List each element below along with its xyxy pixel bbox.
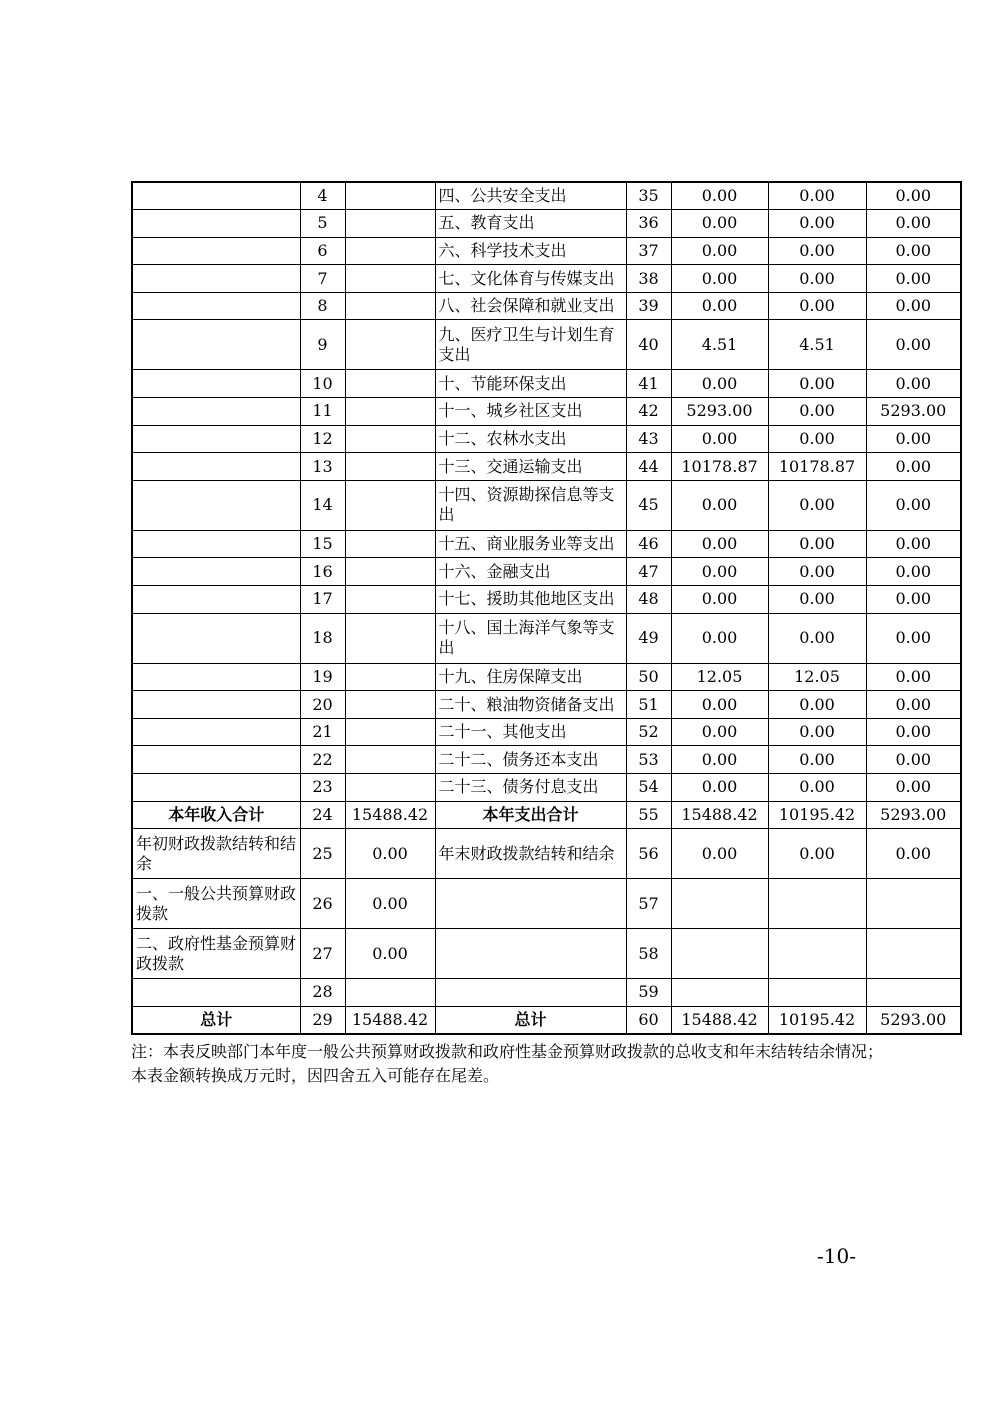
expense-total-cell: 15488.42 xyxy=(671,801,768,829)
expense-total-cell: 0.00 xyxy=(671,265,768,293)
income-amount-cell xyxy=(345,718,435,746)
fund-budget-cell: 0.00 xyxy=(866,292,961,320)
expense-total-cell: 0.00 xyxy=(671,480,768,530)
income-item-cell: 二、政府性基金预算财政拨款 xyxy=(132,929,300,979)
income-amount-cell: 0.00 xyxy=(345,829,435,879)
expense-item-cell: 十四、资源勘探信息等支出 xyxy=(435,480,626,530)
fund-budget-cell: 0.00 xyxy=(866,370,961,398)
income-line-cell: 27 xyxy=(300,929,345,979)
expense-item-cell: 二十、粮油物资储备支出 xyxy=(435,691,626,719)
expense-line-cell: 40 xyxy=(626,320,671,370)
income-item-cell xyxy=(132,586,300,614)
fund-budget-cell: 0.00 xyxy=(866,558,961,586)
income-item-cell xyxy=(132,558,300,586)
table-row xyxy=(132,929,961,979)
fund-budget-cell: 0.00 xyxy=(866,480,961,530)
expense-line-cell: 46 xyxy=(626,530,671,558)
expense-total-cell: 0.00 xyxy=(671,210,768,238)
table-row xyxy=(132,1006,961,1034)
table-row xyxy=(132,237,961,265)
general-budget-cell: 0.00 xyxy=(768,613,866,663)
income-line-cell: 5 xyxy=(300,210,345,238)
fund-budget-cell: 0.00 xyxy=(866,663,961,691)
income-item-cell xyxy=(132,774,300,802)
fund-budget-cell: 0.00 xyxy=(866,586,961,614)
expense-total-cell: 15488.42 xyxy=(671,1006,768,1034)
expense-total-cell: 0.00 xyxy=(671,182,768,210)
fund-budget-cell: 0.00 xyxy=(866,774,961,802)
expense-total-cell: 12.05 xyxy=(671,663,768,691)
income-line-cell: 7 xyxy=(300,265,345,293)
expense-total-cell: 0.00 xyxy=(671,774,768,802)
general-budget-cell: 0.00 xyxy=(768,774,866,802)
table-row xyxy=(132,586,961,614)
table-row xyxy=(132,320,961,370)
income-line-cell: 20 xyxy=(300,691,345,719)
table-row xyxy=(132,691,961,719)
expense-item-cell: 六、科学技术支出 xyxy=(435,237,626,265)
expense-item-cell: 十九、住房保障支出 xyxy=(435,663,626,691)
income-amount-cell xyxy=(345,558,435,586)
expense-item-cell xyxy=(435,879,626,929)
expense-total-cell xyxy=(671,879,768,929)
income-line-cell: 15 xyxy=(300,530,345,558)
general-budget-cell: 4.51 xyxy=(768,320,866,370)
general-budget-cell: 0.00 xyxy=(768,530,866,558)
income-line-cell: 19 xyxy=(300,663,345,691)
expense-total-cell: 0.00 xyxy=(671,292,768,320)
fund-budget-cell xyxy=(866,879,961,929)
expense-item-cell: 八、社会保障和就业支出 xyxy=(435,292,626,320)
fund-budget-cell: 0.00 xyxy=(866,320,961,370)
expense-line-cell: 49 xyxy=(626,613,671,663)
expense-item-cell: 九、医疗卫生与计划生育支出 xyxy=(435,320,626,370)
income-item-cell: 总计 xyxy=(132,1006,300,1034)
expense-item-cell: 本年支出合计 xyxy=(435,801,626,829)
fund-budget-cell: 5293.00 xyxy=(866,1006,961,1034)
expense-total-cell: 10178.87 xyxy=(671,453,768,481)
general-budget-cell: 10195.42 xyxy=(768,1006,866,1034)
income-amount-cell xyxy=(345,370,435,398)
expense-total-cell xyxy=(671,979,768,1007)
general-budget-cell xyxy=(768,929,866,979)
fund-budget-cell: 0.00 xyxy=(866,425,961,453)
income-item-cell xyxy=(132,182,300,210)
income-amount-cell xyxy=(345,691,435,719)
income-item-cell xyxy=(132,746,300,774)
expense-line-cell: 35 xyxy=(626,182,671,210)
expense-item-cell: 年末财政拨款结转和结余 xyxy=(435,829,626,879)
expense-item-cell: 二十一、其他支出 xyxy=(435,718,626,746)
income-item-cell xyxy=(132,265,300,293)
fund-budget-cell: 5293.00 xyxy=(866,398,961,426)
expense-line-cell: 37 xyxy=(626,237,671,265)
expense-total-cell: 0.00 xyxy=(671,829,768,879)
expense-total-cell: 0.00 xyxy=(671,558,768,586)
expense-line-cell: 42 xyxy=(626,398,671,426)
general-budget-cell xyxy=(768,979,866,1007)
fund-budget-cell: 0.00 xyxy=(866,265,961,293)
expense-total-cell: 0.00 xyxy=(671,746,768,774)
general-budget-cell: 0.00 xyxy=(768,210,866,238)
income-line-cell: 11 xyxy=(300,398,345,426)
expense-item-cell: 十、节能环保支出 xyxy=(435,370,626,398)
table-row xyxy=(132,530,961,558)
expense-line-cell: 39 xyxy=(626,292,671,320)
table-row xyxy=(132,558,961,586)
expense-line-cell: 43 xyxy=(626,425,671,453)
income-line-cell: 24 xyxy=(300,801,345,829)
income-amount-cell xyxy=(345,237,435,265)
fund-budget-cell: 0.00 xyxy=(866,210,961,238)
fund-budget-cell: 5293.00 xyxy=(866,801,961,829)
expense-item-cell: 十七、援助其他地区支出 xyxy=(435,586,626,614)
expense-line-cell: 58 xyxy=(626,929,671,979)
expense-item-cell: 十一、城乡社区支出 xyxy=(435,398,626,426)
expense-item-cell: 二十三、债务付息支出 xyxy=(435,774,626,802)
expense-item-cell: 七、文化体育与传媒支出 xyxy=(435,265,626,293)
table-row xyxy=(132,480,961,530)
general-budget-cell: 0.00 xyxy=(768,480,866,530)
income-item-cell xyxy=(132,398,300,426)
income-amount-cell xyxy=(345,586,435,614)
income-amount-cell xyxy=(345,480,435,530)
table-row xyxy=(132,774,961,802)
table-row xyxy=(132,370,961,398)
income-amount-cell: 15488.42 xyxy=(345,1006,435,1034)
expense-line-cell: 48 xyxy=(626,586,671,614)
income-item-cell xyxy=(132,979,300,1007)
income-amount-cell xyxy=(345,425,435,453)
general-budget-cell: 10195.42 xyxy=(768,801,866,829)
fund-budget-cell: 0.00 xyxy=(866,829,961,879)
expense-line-cell: 53 xyxy=(626,746,671,774)
income-amount-cell: 15488.42 xyxy=(345,801,435,829)
fund-budget-cell: 0.00 xyxy=(866,718,961,746)
income-item-cell xyxy=(132,453,300,481)
income-amount-cell xyxy=(345,182,435,210)
income-item-cell xyxy=(132,530,300,558)
table-row xyxy=(132,979,961,1007)
fiscal-appropriation-table xyxy=(131,181,962,1035)
income-amount-cell xyxy=(345,210,435,238)
table-row xyxy=(132,210,961,238)
expense-item-cell: 总计 xyxy=(435,1006,626,1034)
expense-total-cell: 4.51 xyxy=(671,320,768,370)
expense-total-cell: 0.00 xyxy=(671,586,768,614)
income-amount-cell xyxy=(345,320,435,370)
income-item-cell: 本年收入合计 xyxy=(132,801,300,829)
income-line-cell: 13 xyxy=(300,453,345,481)
fund-budget-cell: 0.00 xyxy=(866,613,961,663)
fund-budget-cell: 0.00 xyxy=(866,530,961,558)
income-line-cell: 21 xyxy=(300,718,345,746)
expense-total-cell: 0.00 xyxy=(671,613,768,663)
expense-line-cell: 47 xyxy=(626,558,671,586)
page-number: -10- xyxy=(817,1244,856,1268)
expense-line-cell: 44 xyxy=(626,453,671,481)
income-line-cell: 10 xyxy=(300,370,345,398)
expense-item-cell: 十六、金融支出 xyxy=(435,558,626,586)
income-line-cell: 25 xyxy=(300,829,345,879)
income-item-cell xyxy=(132,210,300,238)
income-item-cell xyxy=(132,320,300,370)
general-budget-cell: 0.00 xyxy=(768,746,866,774)
expense-line-cell: 45 xyxy=(626,480,671,530)
expense-line-cell: 51 xyxy=(626,691,671,719)
note-line-1: 注：本表反映部门本年度一般公共预算财政拨款和政府性基金预算财政拨款的总收支和年末结转结余情况； xyxy=(131,1042,884,1061)
income-line-cell: 18 xyxy=(300,613,345,663)
table-row xyxy=(132,292,961,320)
expense-line-cell: 54 xyxy=(626,774,671,802)
expense-total-cell: 0.00 xyxy=(671,237,768,265)
income-line-cell: 16 xyxy=(300,558,345,586)
income-line-cell: 28 xyxy=(300,979,345,1007)
income-amount-cell xyxy=(345,613,435,663)
general-budget-cell: 0.00 xyxy=(768,370,866,398)
income-amount-cell xyxy=(345,292,435,320)
expense-total-cell: 0.00 xyxy=(671,691,768,719)
general-budget-cell: 12.05 xyxy=(768,663,866,691)
expense-line-cell: 36 xyxy=(626,210,671,238)
table-row xyxy=(132,398,961,426)
general-budget-cell: 0.00 xyxy=(768,425,866,453)
table-row xyxy=(132,613,961,663)
expense-item-cell: 二十二、债务还本支出 xyxy=(435,746,626,774)
income-item-cell xyxy=(132,370,300,398)
income-line-cell: 9 xyxy=(300,320,345,370)
expense-line-cell: 52 xyxy=(626,718,671,746)
income-amount-cell xyxy=(345,265,435,293)
general-budget-cell: 0.00 xyxy=(768,829,866,879)
general-budget-cell: 0.00 xyxy=(768,558,866,586)
income-amount-cell: 0.00 xyxy=(345,929,435,979)
income-line-cell: 4 xyxy=(300,182,345,210)
expense-line-cell: 57 xyxy=(626,879,671,929)
fund-budget-cell xyxy=(866,979,961,1007)
expense-item-cell xyxy=(435,929,626,979)
table-row xyxy=(132,879,961,929)
income-amount-cell xyxy=(345,398,435,426)
table-row xyxy=(132,182,961,210)
income-amount-cell xyxy=(345,453,435,481)
income-item-cell: 年初财政拨款结转和结余 xyxy=(132,829,300,879)
expense-item-cell xyxy=(435,979,626,1007)
expense-line-cell: 41 xyxy=(626,370,671,398)
expense-item-cell: 十八、国土海洋气象等支出 xyxy=(435,613,626,663)
expense-line-cell: 50 xyxy=(626,663,671,691)
table-note xyxy=(131,1040,971,1088)
expense-item-cell: 十五、商业服务业等支出 xyxy=(435,530,626,558)
fund-budget-cell: 0.00 xyxy=(866,237,961,265)
expense-total-cell: 5293.00 xyxy=(671,398,768,426)
general-budget-cell: 0.00 xyxy=(768,182,866,210)
general-budget-cell: 10178.87 xyxy=(768,453,866,481)
expense-line-cell: 55 xyxy=(626,801,671,829)
income-line-cell: 23 xyxy=(300,774,345,802)
income-item-cell xyxy=(132,480,300,530)
income-amount-cell xyxy=(345,774,435,802)
general-budget-cell: 0.00 xyxy=(768,265,866,293)
expense-line-cell: 59 xyxy=(626,979,671,1007)
expense-total-cell: 0.00 xyxy=(671,718,768,746)
general-budget-cell: 0.00 xyxy=(768,398,866,426)
table-row xyxy=(132,265,961,293)
expense-line-cell: 60 xyxy=(626,1006,671,1034)
fund-budget-cell: 0.00 xyxy=(866,182,961,210)
income-item-cell xyxy=(132,663,300,691)
income-line-cell: 6 xyxy=(300,237,345,265)
fund-budget-cell xyxy=(866,929,961,979)
table-row xyxy=(132,718,961,746)
income-line-cell: 22 xyxy=(300,746,345,774)
income-item-cell xyxy=(132,237,300,265)
income-item-cell xyxy=(132,425,300,453)
general-budget-cell: 0.00 xyxy=(768,691,866,719)
general-budget-cell: 0.00 xyxy=(768,237,866,265)
table-row xyxy=(132,425,961,453)
income-line-cell: 26 xyxy=(300,879,345,929)
expense-item-cell: 十二、农林水支出 xyxy=(435,425,626,453)
table-row xyxy=(132,663,961,691)
expense-line-cell: 56 xyxy=(626,829,671,879)
fund-budget-cell: 0.00 xyxy=(866,691,961,719)
income-line-cell: 12 xyxy=(300,425,345,453)
income-item-cell xyxy=(132,613,300,663)
general-budget-cell: 0.00 xyxy=(768,586,866,614)
table-body xyxy=(132,182,961,1034)
income-item-cell xyxy=(132,691,300,719)
fund-budget-cell: 0.00 xyxy=(866,746,961,774)
income-line-cell: 29 xyxy=(300,1006,345,1034)
note-line-2: 本表金额转换成万元时，因四舍五入可能存在尾差。 xyxy=(131,1066,500,1085)
income-line-cell: 14 xyxy=(300,480,345,530)
table-row xyxy=(132,746,961,774)
income-line-cell: 8 xyxy=(300,292,345,320)
general-budget-cell: 0.00 xyxy=(768,718,866,746)
expense-total-cell: 0.00 xyxy=(671,530,768,558)
expense-total-cell: 0.00 xyxy=(671,425,768,453)
fund-budget-cell: 0.00 xyxy=(866,453,961,481)
expense-total-cell xyxy=(671,929,768,979)
income-amount-cell xyxy=(345,746,435,774)
expense-total-cell: 0.00 xyxy=(671,370,768,398)
expense-item-cell: 十三、交通运输支出 xyxy=(435,453,626,481)
income-item-cell xyxy=(132,718,300,746)
table-row xyxy=(132,453,961,481)
income-amount-cell xyxy=(345,979,435,1007)
expense-item-cell: 五、教育支出 xyxy=(435,210,626,238)
expense-item-cell: 四、公共安全支出 xyxy=(435,182,626,210)
income-amount-cell xyxy=(345,663,435,691)
income-item-cell: 一、一般公共预算财政拨款 xyxy=(132,879,300,929)
income-line-cell: 17 xyxy=(300,586,345,614)
income-amount-cell: 0.00 xyxy=(345,879,435,929)
general-budget-cell: 0.00 xyxy=(768,292,866,320)
expense-line-cell: 38 xyxy=(626,265,671,293)
income-item-cell xyxy=(132,292,300,320)
income-amount-cell xyxy=(345,530,435,558)
table-row xyxy=(132,801,961,829)
table-row xyxy=(132,829,961,879)
general-budget-cell xyxy=(768,879,866,929)
